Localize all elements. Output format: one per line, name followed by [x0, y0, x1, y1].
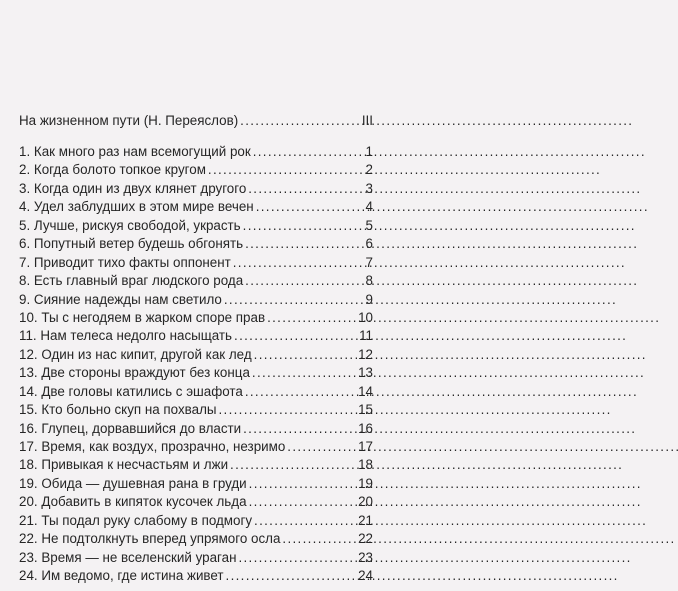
toc-entry-page: 2 [365, 162, 373, 178]
toc-entry-title: Глупец, дорвавшийся до власти [41, 420, 242, 436]
toc-entry-number: 21. [19, 512, 38, 528]
dot-leader [254, 346, 356, 364]
toc-entry-title: Привыкая к несчастьям и лжи [41, 457, 229, 473]
toc-entry [19, 567, 373, 585]
toc-entry-title: Когда один из двух клянет другого [33, 180, 247, 196]
toc-entry-title: Один из нас кипит, другой как лед [41, 346, 252, 362]
dot-leader [226, 567, 357, 585]
toc-entry-number: 16. [19, 420, 38, 436]
toc-entry-title: Не подтолкнуть вперед упрямого осла [41, 531, 281, 547]
dot-leader [208, 161, 364, 179]
toc-entry [19, 475, 373, 493]
toc-entry-page: 11 [359, 328, 373, 344]
toc-entry-page: 7 [365, 254, 373, 270]
toc-entry-title: Две стороны враждуют без конца [41, 365, 250, 381]
toc-entry-title: Приводит тихо факты оппонент [33, 254, 231, 270]
toc-entry-number: 12. [19, 346, 38, 362]
toc-entry-number: 1. [19, 144, 31, 159]
toc-entry-page: 10 [358, 309, 373, 325]
toc-entry [19, 180, 373, 198]
dot-leader [248, 180, 363, 198]
toc-intro-page: III [361, 113, 373, 128]
toc-entry-title: Кто больно скуп на похвалы [41, 402, 217, 418]
toc-entry-page: 17 [358, 439, 373, 454]
toc-entry-number: 15. [19, 402, 38, 418]
toc-list [19, 143, 373, 586]
toc-entry-page: 9 [365, 291, 373, 307]
toc-entry [19, 364, 373, 382]
dot-leader [252, 364, 356, 382]
dot-leader [243, 217, 364, 235]
toc-entry-title: Им ведомо, где истина живет [41, 568, 224, 584]
dot-leader [267, 309, 356, 327]
toc-entry [19, 530, 373, 548]
toc-entry-page: 3 [365, 180, 373, 196]
toc-entry-number: 23. [19, 549, 38, 565]
toc-entry-title: Обида — душевная рана в груди [41, 475, 247, 491]
dot-leader [224, 291, 364, 309]
toc-entry-title: Попутный ветер будешь обгонять [33, 236, 244, 252]
toc-entry-title: Есть главный враг людского рода [33, 273, 244, 289]
toc-entry-number: 19. [19, 475, 38, 491]
toc-entry-page: 4 [365, 199, 373, 215]
toc-entry [19, 438, 373, 456]
dot-leader [256, 198, 364, 216]
toc-entry-title: Время, как воздух, прозрачно, незримо [41, 439, 286, 454]
toc-entry-title: Как много раз нам всемогущий рок [33, 144, 251, 159]
toc-entry-title: Время — не вселенский ураган [41, 549, 237, 565]
dot-leader [234, 327, 357, 345]
toc-entry [19, 327, 373, 345]
toc-entry-number: 5. [19, 217, 31, 233]
dot-leader [230, 456, 356, 474]
toc-entry [19, 549, 373, 567]
toc-entry [19, 254, 373, 272]
toc-entry [19, 456, 373, 474]
toc-entry-number: 4. [19, 199, 31, 215]
toc-entry-number: 14. [19, 383, 38, 399]
toc-entry-page: 1 [365, 144, 373, 159]
toc-entry [19, 272, 373, 290]
toc-entry [19, 493, 373, 511]
toc-entry-page: 20 [358, 494, 373, 510]
toc-entry [19, 383, 373, 401]
toc-entry [19, 512, 373, 530]
toc-entry [19, 346, 373, 364]
dot-leader [249, 493, 357, 511]
toc-entry [19, 309, 373, 327]
toc-entry-page: 21 [358, 512, 373, 528]
toc-entry [19, 420, 373, 438]
toc-entry-number: 9. [19, 291, 31, 307]
toc-entry-page: 8 [365, 273, 373, 289]
toc-entry-title: Сияние надежды нам светило [33, 291, 222, 307]
toc-entry-number: 6. [19, 236, 31, 252]
toc-entry-title: Нам телеса недолго насыщать [40, 328, 233, 344]
toc-entry [19, 291, 373, 309]
toc-entry-page: 13 [358, 365, 373, 381]
dot-leader [245, 235, 363, 253]
dot-leader [245, 272, 363, 290]
dot-leader [233, 254, 364, 272]
toc-entry [19, 235, 373, 253]
toc-entry-title: Ты с негодяем в жарком споре прав [41, 309, 266, 325]
toc-entry-number: 20. [19, 494, 38, 510]
toc-entry-title: Удел заблудших в этом мире вечен [33, 199, 254, 215]
toc-entry-number: 24. [19, 568, 38, 584]
toc-entry-page: 22 [358, 531, 373, 547]
toc-entry-title: Две головы катились с эшафота [41, 383, 243, 399]
toc-entry [19, 143, 373, 161]
dot-leader [243, 420, 356, 438]
dot-leader [238, 549, 356, 567]
toc-entry-title: Добавить в кипяток кусочек льда [41, 494, 247, 510]
toc-entry-page: 6 [365, 236, 373, 252]
toc-entry-number: 13. [19, 365, 38, 381]
toc-entry-page: 14 [358, 383, 373, 399]
toc-entry-number: 7. [19, 254, 31, 270]
toc-entry-page: 18 [358, 457, 373, 473]
dot-leader [245, 383, 356, 401]
toc-entry-page: 12 [358, 346, 373, 362]
dot-leader [282, 530, 356, 548]
toc-entry [19, 401, 373, 419]
dot-leader [240, 112, 360, 130]
dot-leader [219, 401, 357, 419]
toc-entry [19, 217, 373, 235]
toc-entry-page: 15 [358, 402, 373, 418]
toc-intro-title: На жизненном пути (Н. Переяслов) [19, 113, 239, 128]
toc-entry-number: 8. [19, 273, 31, 289]
toc-entry-number: 2. [19, 162, 31, 178]
toc-entry-number: 22. [19, 531, 38, 547]
toc-entry-number: 18. [19, 457, 38, 473]
toc-entry-page: 5 [365, 217, 373, 233]
toc-entry-title: Ты подал руку слабому в подмогу [41, 512, 253, 528]
dot-leader [287, 438, 356, 456]
toc-entry-number: 17. [19, 439, 38, 454]
toc-entry-title: Лучше, рискуя свободой, украсть [33, 217, 241, 233]
toc-entry-page: 19 [358, 475, 373, 491]
toc-entry-number: 3. [19, 180, 31, 196]
toc-entry-number: 10. [19, 309, 38, 325]
toc-entry [19, 161, 373, 179]
toc-intro-entry [19, 112, 373, 130]
toc-entry-page: 16 [358, 420, 373, 436]
dot-leader [253, 143, 364, 161]
toc-entry [19, 198, 373, 216]
toc-entry-page: 24 [358, 568, 373, 584]
dot-leader [254, 512, 356, 530]
toc-entry-page: 23 [358, 549, 373, 565]
toc-entry-number: 11. [19, 328, 37, 344]
toc-entry-title: Когда болото топкое кругом [33, 162, 206, 178]
dot-leader [249, 475, 356, 493]
